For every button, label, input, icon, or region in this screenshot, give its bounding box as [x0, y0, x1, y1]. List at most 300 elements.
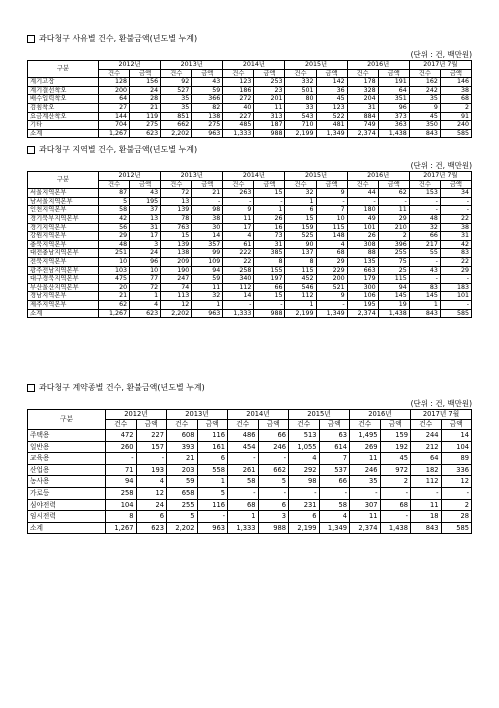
amount-cell: 15 [254, 189, 285, 198]
count-cell: 106 [347, 292, 378, 301]
count-cell: 263 [223, 189, 254, 198]
amount-cell: 38 [440, 86, 471, 95]
year-header: 2017년 7월 [409, 172, 471, 181]
count-header: 건수 [347, 69, 378, 78]
count-header: 건수 [228, 420, 259, 430]
count-cell: 2,199 [285, 129, 316, 138]
count-cell: 328 [347, 86, 378, 95]
amount-cell: 197 [254, 275, 285, 284]
table-row [28, 487, 472, 499]
row-label: 가로등 [28, 487, 106, 499]
amount-cell: 146 [440, 78, 471, 87]
amount-cell: 26 [254, 214, 285, 223]
amount-cell: 64 [378, 86, 409, 95]
table-row [28, 103, 472, 112]
amount-cell: 521 [316, 283, 347, 292]
year-header: 2012년 [99, 172, 161, 181]
amount-cell: 13 [130, 214, 161, 223]
row-label: 대전충남지역본부 [28, 249, 99, 258]
count-cell: 4 [223, 232, 254, 241]
amount-cell: 963 [192, 309, 223, 318]
row-label: 전북지역본부 [28, 257, 99, 266]
count-cell: 55 [409, 249, 440, 258]
amount-cell: 10 [130, 266, 161, 275]
count-cell: 452 [285, 275, 316, 284]
amount-header: 금액 [316, 69, 347, 78]
count-cell: 749 [347, 121, 378, 130]
count-cell: - [350, 487, 381, 499]
count-cell: 2,374 [347, 129, 378, 138]
count-cell: 9 [409, 103, 440, 112]
amount-cell: 12 [441, 476, 472, 488]
amount-header: 금액 [192, 180, 223, 189]
amount-cell: 963 [197, 522, 228, 534]
amount-cell: 1,349 [319, 522, 350, 534]
row-label: 임시전력 [28, 511, 106, 523]
count-header: 건수 [285, 69, 316, 78]
amount-cell: 363 [378, 121, 409, 130]
table-row [28, 129, 472, 138]
amount-cell: 59 [192, 275, 223, 284]
count-cell: 180 [347, 206, 378, 215]
count-cell: 64 [99, 95, 130, 104]
amount-cell: 11 [192, 283, 223, 292]
row-label: 부산울산지역본부 [28, 283, 99, 292]
count-header: 건수 [99, 180, 130, 189]
count-cell: 11 [223, 214, 254, 223]
row-label: 소계 [28, 129, 99, 138]
checkbox-square-icon [27, 384, 35, 392]
unit-label: (단위 : 건, 백만원) [410, 161, 472, 170]
amount-cell: 58 [319, 499, 350, 511]
amount-cell: - [380, 511, 411, 523]
amount-cell: - [136, 453, 167, 465]
row-label: 검침착오 [28, 103, 99, 112]
count-cell: 74 [161, 283, 192, 292]
table-row [28, 86, 472, 95]
amount-cell: 24 [136, 499, 167, 511]
amount-cell: 45 [316, 95, 347, 104]
checkbox-square-icon [27, 35, 35, 43]
amount-cell: 66 [319, 476, 350, 488]
amount-cell: 988 [254, 129, 285, 138]
table-row [28, 223, 472, 232]
table-row [28, 249, 472, 258]
count-header: 건수 [161, 69, 192, 78]
table-row [28, 292, 472, 301]
count-header: 건수 [223, 69, 254, 78]
table-row [28, 453, 472, 465]
count-cell: 244 [411, 430, 442, 442]
amount-cell: 82 [192, 103, 223, 112]
count-cell: 178 [347, 78, 378, 87]
amount-cell: - [254, 300, 285, 309]
table-title: 과다청구 계약종별 건수, 환불금액(년도별 누계) [39, 383, 205, 392]
amount-cell: 115 [378, 275, 409, 284]
year-header: 2015년 [285, 172, 347, 181]
count-cell: 139 [161, 206, 192, 215]
count-cell: 48 [99, 240, 130, 249]
amount-cell: 6 [258, 499, 289, 511]
amount-cell: 24 [130, 86, 161, 95]
amount-cell: 62 [378, 189, 409, 198]
amount-cell: 115 [316, 223, 347, 232]
amount-cell: 1,438 [378, 129, 409, 138]
count-cell: 269 [350, 441, 381, 453]
count-cell: 186 [223, 86, 254, 95]
amount-cell: 1,349 [316, 129, 347, 138]
count-cell: 1 [285, 300, 316, 309]
count-cell: 1,055 [289, 441, 320, 453]
count-cell: 247 [161, 275, 192, 284]
count-cell: 1,333 [223, 129, 254, 138]
count-cell: 21 [167, 453, 198, 465]
count-cell: 843 [409, 129, 440, 138]
row-label: 계기고장 [28, 78, 99, 87]
amount-cell: 3 [258, 511, 289, 523]
year-header: 2014년 [223, 172, 285, 181]
count-cell: 128 [99, 78, 130, 87]
count-cell: 663 [347, 266, 378, 275]
amount-cell: - [258, 487, 289, 499]
count-cell: 40 [223, 103, 254, 112]
amount-cell: 156 [130, 78, 161, 87]
amount-cell: 192 [380, 441, 411, 453]
count-cell: 137 [285, 249, 316, 258]
table-row [28, 78, 472, 87]
count-cell: 231 [289, 499, 320, 511]
amount-cell: 1 [254, 206, 285, 215]
table-row [28, 476, 472, 488]
count-cell: 80 [285, 95, 316, 104]
year-header: 2014년 [223, 61, 285, 70]
section-region [27, 145, 472, 318]
count-cell: 195 [347, 300, 378, 309]
table-title: 과다청구 사유별 건수, 환불금액(년도별 누계) [39, 34, 198, 43]
amount-cell: 2 [440, 103, 471, 112]
count-header: 건수 [285, 180, 316, 189]
table-row [28, 189, 472, 198]
amount-cell: 22 [440, 214, 471, 223]
amount-cell: 23 [254, 86, 285, 95]
amount-cell: 7 [319, 453, 350, 465]
amount-cell: 24 [130, 249, 161, 258]
row-label: 인천지역본부 [28, 206, 99, 215]
reason-table [27, 60, 472, 138]
count-cell: 162 [409, 78, 440, 87]
count-cell: 59 [167, 476, 198, 488]
amount-cell: 200 [316, 275, 347, 284]
row-label: 강원지역본부 [28, 232, 99, 241]
amount-cell: 31 [130, 223, 161, 232]
count-cell: 11 [350, 453, 381, 465]
amount-cell: 183 [440, 283, 471, 292]
count-cell: 710 [285, 121, 316, 130]
amount-cell: 11 [378, 206, 409, 215]
year-header: 2017년 7월 [409, 61, 471, 70]
row-label: 경기지역본부 [28, 223, 99, 232]
count-cell: 203 [167, 464, 198, 476]
table-row [28, 112, 472, 121]
count-cell: 1,333 [223, 309, 254, 318]
amount-cell: 19 [378, 300, 409, 309]
year-header: 2012년 [99, 61, 161, 70]
table-row [28, 499, 472, 511]
count-cell: 261 [228, 464, 259, 476]
table-row [28, 522, 472, 534]
count-cell: 21 [99, 292, 130, 301]
amount-cell: 22 [440, 257, 471, 266]
amount-cell: 227 [136, 430, 167, 442]
count-cell: 112 [285, 292, 316, 301]
table-row [28, 464, 472, 476]
count-cell: 258 [223, 266, 254, 275]
count-cell: 26 [347, 232, 378, 241]
amount-cell: 15 [254, 292, 285, 301]
amount-cell: 77 [130, 275, 161, 284]
amount-cell: 59 [192, 86, 223, 95]
count-cell: 525 [285, 232, 316, 241]
count-cell: 179 [347, 275, 378, 284]
year-header: 2015년 [285, 61, 347, 70]
table-row [28, 283, 472, 292]
count-cell: 2,374 [350, 522, 381, 534]
amount-cell: - [316, 300, 347, 309]
count-cell: 15 [285, 214, 316, 223]
amount-cell: 28 [441, 511, 472, 523]
count-cell: 222 [223, 249, 254, 258]
count-cell: 153 [409, 189, 440, 198]
amount-cell: 30 [192, 223, 223, 232]
amount-cell: 201 [254, 95, 285, 104]
count-cell: 485 [223, 121, 254, 130]
count-cell: 190 [161, 266, 192, 275]
count-cell: 159 [285, 223, 316, 232]
count-header: 건수 [161, 180, 192, 189]
header-row-years [28, 61, 472, 70]
header-row-years [28, 172, 472, 181]
count-cell: - [409, 206, 440, 215]
amount-cell: 42 [440, 240, 471, 249]
amount-cell: 9 [316, 292, 347, 301]
amount-cell: 313 [254, 112, 285, 121]
amount-cell: 101 [440, 292, 471, 301]
count-cell: 32 [285, 189, 316, 198]
amount-cell: 1 [130, 292, 161, 301]
amount-cell: 4 [319, 511, 350, 523]
count-cell: 35 [409, 95, 440, 104]
amount-cell: 481 [316, 121, 347, 130]
amount-cell: 159 [380, 430, 411, 442]
row-label: 심야전력 [28, 499, 106, 511]
count-cell: 843 [409, 309, 440, 318]
amount-cell: - [440, 197, 471, 206]
amount-cell: 34 [440, 189, 471, 198]
count-cell: 212 [411, 441, 442, 453]
amount-cell: 94 [378, 283, 409, 292]
count-cell: 66 [409, 232, 440, 241]
amount-cell: 1,438 [378, 309, 409, 318]
count-cell: 272 [223, 95, 254, 104]
count-cell: 546 [285, 283, 316, 292]
amount-cell: 75 [378, 257, 409, 266]
amount-cell: - [192, 197, 223, 206]
amount-header: 금액 [378, 180, 409, 189]
year-header: 2013년 [161, 61, 223, 70]
count-cell: 475 [99, 275, 130, 284]
amount-cell: 68 [316, 249, 347, 258]
count-header: 건수 [289, 420, 320, 430]
amount-cell: 37 [130, 206, 161, 215]
amount-cell: 4 [136, 476, 167, 488]
count-cell: 307 [350, 499, 381, 511]
table-row [28, 266, 472, 275]
year-header: 2014년 [228, 410, 289, 420]
amount-cell: 66 [258, 430, 289, 442]
amount-cell: 1,349 [316, 309, 347, 318]
count-cell: 258 [106, 487, 137, 499]
amount-cell: - [378, 197, 409, 206]
amount-cell: 963 [192, 129, 223, 138]
count-cell: 763 [161, 223, 192, 232]
count-cell: 43 [409, 266, 440, 275]
amount-header: 금액 [378, 69, 409, 78]
table-row [28, 441, 472, 453]
amount-cell: 98 [192, 206, 223, 215]
amount-cell: 240 [440, 121, 471, 130]
amount-cell: 4 [316, 240, 347, 249]
region-table [27, 171, 472, 318]
amount-cell: 1 [192, 300, 223, 309]
year-header: 2016년 [350, 410, 411, 420]
count-cell: 204 [347, 95, 378, 104]
table-row [28, 240, 472, 249]
year-header: 2017년 7월 [411, 410, 472, 420]
amount-cell: 14 [192, 232, 223, 241]
amount-cell: - [380, 487, 411, 499]
count-cell: 15 [161, 232, 192, 241]
row-label: 남서울지역본부 [28, 197, 99, 206]
amount-cell: 187 [254, 121, 285, 130]
row-label: 소계 [28, 522, 106, 534]
amount-cell: 73 [254, 232, 285, 241]
amount-cell: 21 [130, 103, 161, 112]
amount-cell: 11 [254, 103, 285, 112]
count-cell: 18 [411, 511, 442, 523]
count-cell: - [409, 257, 440, 266]
count-cell: 200 [99, 86, 130, 95]
row-label: 주택용 [28, 430, 106, 442]
count-cell: 527 [161, 86, 192, 95]
amount-cell: 5 [258, 476, 289, 488]
count-cell: 49 [347, 214, 378, 223]
amount-header: 금액 [254, 180, 285, 189]
amount-cell: 2 [380, 476, 411, 488]
count-cell: 44 [347, 189, 378, 198]
amount-cell: - [441, 487, 472, 499]
amount-cell: 66 [254, 283, 285, 292]
checkbox-square-icon [27, 146, 35, 154]
count-cell: 2,374 [347, 309, 378, 318]
amount-cell: 3 [130, 240, 161, 249]
row-label: 대구경북지역본부 [28, 275, 99, 284]
count-cell: 5 [99, 197, 130, 206]
count-cell: 87 [99, 189, 130, 198]
amount-cell: 396 [378, 240, 409, 249]
count-cell: 4 [289, 453, 320, 465]
table-row [28, 232, 472, 241]
count-cell: 1,267 [99, 309, 130, 318]
row-label: 계기결선착오 [28, 86, 99, 95]
count-cell: 851 [161, 112, 192, 121]
amount-cell: 104 [441, 441, 472, 453]
amount-cell: - [440, 300, 471, 309]
amount-cell: 91 [440, 112, 471, 121]
section-title [27, 383, 472, 393]
amount-cell: 21 [192, 189, 223, 198]
amount-cell: 9 [316, 189, 347, 198]
amount-cell: 7 [316, 206, 347, 215]
count-cell: 35 [161, 95, 192, 104]
section-reason [27, 34, 472, 138]
amount-cell: 142 [316, 78, 347, 87]
count-cell: 68 [228, 499, 259, 511]
amount-cell: 29 [440, 266, 471, 275]
count-cell: 9 [223, 206, 254, 215]
amount-cell: 29 [316, 257, 347, 266]
table-row [28, 275, 472, 284]
row-label: 충북지역본부 [28, 240, 99, 249]
amount-cell: 623 [136, 522, 167, 534]
table-row [28, 214, 472, 223]
amount-cell: 623 [130, 129, 161, 138]
count-cell: 17 [223, 223, 254, 232]
amount-cell: 623 [130, 309, 161, 318]
count-cell: 501 [285, 86, 316, 95]
count-cell: 1 [285, 197, 316, 206]
section-title [27, 145, 472, 155]
amount-cell: 2 [441, 499, 472, 511]
count-cell: 608 [167, 430, 198, 442]
amount-cell: 585 [441, 522, 472, 534]
count-cell: 10 [99, 257, 130, 266]
table-row [28, 95, 472, 104]
count-cell: 45 [409, 112, 440, 121]
amount-cell: 1,438 [380, 522, 411, 534]
table-title: 과다청구 지역별 건수, 환불금액(년도별 누계) [39, 145, 198, 154]
row-label: 기타 [28, 121, 99, 130]
count-header: 건수 [350, 420, 381, 430]
count-cell: 704 [99, 121, 130, 130]
amount-cell: 31 [254, 240, 285, 249]
amount-cell: 988 [258, 522, 289, 534]
amount-header: 금액 [192, 69, 223, 78]
count-cell: 42 [99, 214, 130, 223]
count-cell: 92 [161, 78, 192, 87]
amount-cell: 161 [197, 441, 228, 453]
count-cell: 2,202 [161, 129, 192, 138]
year-header: 2013년 [167, 410, 228, 420]
amount-cell: 522 [316, 112, 347, 121]
count-cell: - [228, 453, 259, 465]
amount-cell: 614 [319, 441, 350, 453]
amount-header: 금액 [130, 69, 161, 78]
count-cell: 246 [350, 464, 381, 476]
count-cell: 6 [289, 511, 320, 523]
count-cell: 332 [285, 78, 316, 87]
amount-cell: 988 [254, 309, 285, 318]
amount-cell: 585 [440, 309, 471, 318]
